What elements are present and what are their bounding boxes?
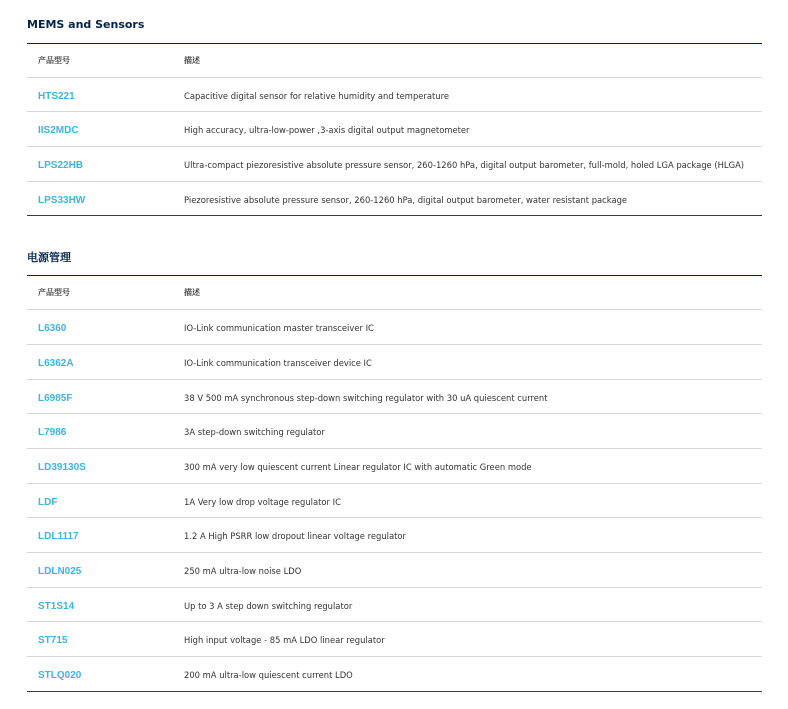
part-link[interactable]: HTS221 (38, 90, 75, 102)
part-description: IO-Link communication master transceiver IC (184, 323, 374, 333)
part-description: Capacitive digital sensor for relative humidity and temperature (184, 90, 449, 101)
part-description: Up to 3 A step down switching regulator (184, 600, 353, 611)
part-description: 1.2 A High PSRR low dropout linear voltage regulator (184, 531, 406, 541)
part-description: 250 mA ultra-low noise LDO (184, 566, 302, 576)
section-power-management (27, 249, 762, 692)
column-header-description: 描述 (184, 56, 200, 65)
part-description: 3A step-down switching regulator (184, 427, 325, 437)
part-link[interactable]: LPS22HB (38, 160, 84, 171)
column-header-part: 产品型号 (38, 288, 70, 297)
part-description: High accuracy, ultra-low-power ,3-axis digital output magnetometer (184, 125, 470, 135)
part-link[interactable]: LDLN025 (38, 566, 82, 577)
table-header-row (27, 44, 762, 78)
part-description: 38 V 500 mA synchronous step-down switching regulator with 30 uA quiescent current (184, 392, 548, 403)
part-description: 1A Very low drop voltage regulator IC (184, 496, 341, 507)
part-link[interactable]: IIS2MDC (38, 125, 79, 136)
column-header-part: 产品型号 (38, 56, 70, 65)
table-row (27, 182, 762, 216)
part-description: 300 mA very low quiescent current Linear regulator IC with automatic Green mode (184, 462, 532, 472)
table-row (27, 414, 762, 449)
part-link[interactable]: LDF (38, 496, 58, 508)
table-row (27, 449, 762, 484)
table-row (27, 78, 762, 112)
table-row (27, 588, 762, 622)
part-link[interactable]: STLQ020 (38, 670, 82, 681)
table-row (27, 657, 762, 692)
part-description: Piezoresistive absolute pressure sensor, 260-1260 hPa, digital output barometer, water resistant package (184, 194, 628, 205)
table-row (27, 310, 762, 345)
table-row (27, 553, 762, 588)
table-row (27, 112, 762, 147)
part-link[interactable]: LD39130S (38, 462, 86, 473)
table-row (27, 380, 762, 414)
part-link[interactable]: ST1S14 (38, 600, 75, 612)
part-link[interactable]: L6360 (38, 323, 67, 334)
part-description: IO-Link communication transceiver device IC (184, 358, 372, 368)
part-link[interactable]: LPS33HW (38, 194, 86, 206)
table-row (27, 147, 762, 182)
table-header-row (27, 276, 762, 310)
column-header-description: 描述 (184, 288, 200, 297)
part-link[interactable]: L6362A (38, 358, 74, 369)
table-row (27, 622, 762, 657)
part-link[interactable]: L7986 (38, 427, 67, 438)
table-row (27, 484, 762, 518)
part-link[interactable]: ST715 (38, 635, 68, 646)
section-title: MEMS and Sensors (27, 18, 145, 31)
part-description: 200 mA ultra-low quiescent current LDO (184, 670, 353, 680)
table-row (27, 345, 762, 380)
section-title: 电源管理 (27, 251, 71, 264)
product-table (27, 275, 762, 692)
part-link[interactable]: LDL1117 (38, 531, 79, 542)
part-description: High input voltage - 85 mA LDO linear regulator (184, 635, 385, 645)
part-description: Ultra-compact piezoresistive absolute pressure sensor, 260-1260 hPa, digital output barometer, full-mold, holed LGA package (HLGA) (184, 160, 745, 170)
table-row (27, 518, 762, 553)
part-link[interactable]: L6985F (38, 392, 73, 404)
product-table (27, 43, 762, 216)
section-mems-sensors (27, 16, 762, 216)
